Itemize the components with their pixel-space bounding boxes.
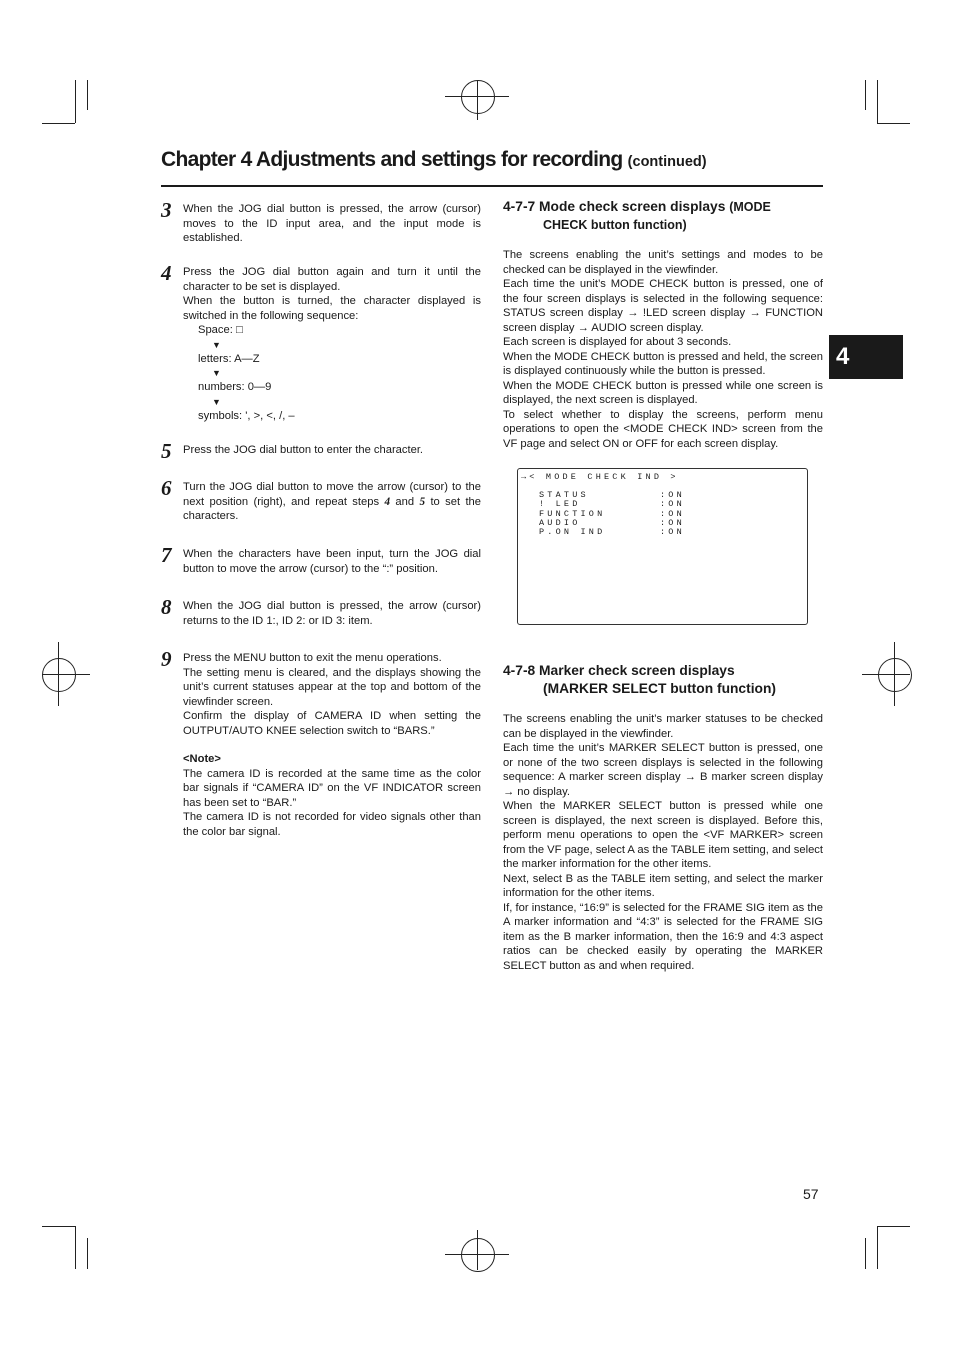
step-number: 6 bbox=[161, 476, 172, 500]
step-8 bbox=[161, 595, 481, 628]
arrow-down-icon: ▼ bbox=[212, 368, 221, 378]
step-6 bbox=[161, 476, 482, 524]
step-5 bbox=[161, 439, 481, 463]
screen-item-value: :ON bbox=[660, 490, 685, 500]
paragraph: Each screen is displayed for about 3 seconds. bbox=[503, 336, 732, 348]
step-text: The setting menu is cleared, and the displays showing the unit’s current statuses appear at the top and bottom of the viewfinder screen. bbox=[183, 666, 481, 708]
step-text: When the button is turned, the character displayed is switched in the following sequence: bbox=[183, 295, 481, 322]
paragraph: When the MODE CHECK button is pressed while one screen is displayed, the next screen is displayed. bbox=[503, 379, 823, 406]
arrow-down-icon: ▼ bbox=[212, 396, 221, 407]
sequence-item: symbols: ', >, <, /, – bbox=[198, 409, 295, 422]
arrow-down-icon: ▼ bbox=[212, 339, 221, 350]
screen-item-value: :ON bbox=[660, 518, 685, 528]
step-number: 4 bbox=[161, 261, 172, 285]
vf-mode-check-screen bbox=[517, 468, 808, 625]
paragraph: The screens enabling the unit’s marker statuses to be checked can be displayed in the viewfinder. bbox=[503, 713, 823, 740]
chapter-title bbox=[161, 148, 823, 172]
step-reference: 5 bbox=[419, 495, 426, 508]
step-number: 3 bbox=[161, 198, 172, 222]
page-number: 57 bbox=[803, 1186, 819, 1202]
paragraph: When the MARKER SELECT button is pressed while one screen is displayed, the next screen is displayed. Before this, perform menu operations to open the <VF MARKER> screen from the VF page, select A as the TABLE item setting, and select the marker information for the other items. bbox=[503, 800, 823, 870]
note-heading: <Note> bbox=[183, 753, 221, 765]
step-number: 9 bbox=[161, 647, 172, 671]
section-4-7-8-body bbox=[503, 712, 823, 973]
section-heading-4-7-8: 4-7-8 Marker check screen displays (MARKER SELECT button function) bbox=[503, 663, 776, 696]
paragraph: Next, select B as the TABLE item setting, and select the marker information for the other items. bbox=[503, 872, 823, 899]
step-text: Press the JOG dial button to enter the character. bbox=[183, 444, 424, 456]
screen-item-value: :ON bbox=[660, 499, 685, 509]
step-text: When the JOG dial button is pressed, the arrow (cursor) moves to the ID input area, and the input mode is established. bbox=[183, 203, 481, 244]
step-text: Press the MENU button to exit the menu operations. bbox=[183, 652, 442, 664]
chapter-title-text: Chapter 4 Adjustments and settings for recording bbox=[161, 148, 623, 171]
screen-item-label: ! LED bbox=[539, 499, 581, 509]
step-text: When the characters have been input, turn the JOG dial button to move the arrow (cursor) to the “:” position. bbox=[183, 548, 481, 575]
title-rule bbox=[161, 185, 823, 187]
chapter-tab bbox=[829, 335, 903, 379]
character-sequence bbox=[198, 323, 481, 423]
step-text: Turn the JOG dial button to move the arrow (cursor) to the next position (right), and repeat steps 4 and 5 to set the characters. bbox=[183, 481, 482, 522]
screen-item-label: AUDIO bbox=[539, 518, 581, 528]
step-reference: 4 bbox=[384, 495, 391, 508]
section-heading-4-7-7: 4-7-7 Mode check screen displays (MODE CHECK button function) bbox=[503, 199, 771, 232]
step-text: When the JOG dial button is pressed, the arrow (cursor) returns to the ID 1:, ID 2: or ID 3: item. bbox=[183, 600, 481, 627]
screen-header: →< MODE CHECK IND > bbox=[521, 472, 679, 482]
note-text: The camera ID is recorded at the same time as the color bar signals if “CAMERA ID” on the VF INDICATOR screen has been set to “BAR.” bbox=[183, 767, 481, 809]
step-text: Confirm the display of CAMERA ID when setting the OUTPUT/AUTO KNEE selection switch to “BARS.” bbox=[183, 710, 481, 737]
step-number: 8 bbox=[161, 595, 172, 619]
screen-item-value: :ON bbox=[660, 527, 685, 537]
step-text: Press the JOG dial button again and turn it until the character to be set is displayed. bbox=[183, 266, 481, 293]
step-number: 7 bbox=[161, 543, 172, 567]
paragraph: The screens enabling the unit’s settings and modes to be checked can be displayed in the viewfinder. bbox=[503, 249, 823, 276]
chapter-tab-label: 4 bbox=[836, 343, 850, 370]
screen-item-value: :ON bbox=[660, 509, 685, 519]
sequence-item: numbers: 0—9 bbox=[198, 381, 272, 393]
paragraph: If, for instance, “16:9” is selected for the FRAME SIG item as the A marker information and “4:3” is selected for the FRAME SIG item as the B marker information, then the 16:9 and 4:3 aspect ratios can be checked easily by operating the MARKER SELECT button as and when required. bbox=[503, 901, 823, 972]
paragraph: Each time the unit’s MODE CHECK button is pressed, one of the four screen displays is selected in the following sequence: STATUS screen display → !LED screen display → FUNCTION screen display → AUDIO screen display. bbox=[503, 278, 823, 334]
step-7 bbox=[161, 543, 481, 576]
screen-item-label: FUNCTION bbox=[539, 509, 606, 519]
step-4 bbox=[161, 261, 481, 423]
section-4-7-7-body bbox=[503, 248, 823, 451]
screen-item-label: STATUS bbox=[539, 490, 589, 500]
continued-label: (continued) bbox=[627, 154, 707, 170]
screen-item-label: P.ON IND bbox=[539, 527, 606, 537]
note-text: The camera ID is not recorded for video signals other than the color bar signal. bbox=[183, 811, 481, 838]
sequence-item: Space: □ bbox=[198, 324, 243, 336]
step-3 bbox=[161, 198, 481, 246]
sequence-item: letters: A—Z bbox=[198, 352, 260, 365]
paragraph: When the MODE CHECK button is pressed and held, the screen is displayed continuously while the button is pressed. bbox=[503, 350, 823, 377]
paragraph: Each time the unit’s MARKER SELECT button is pressed, one or none of the two screen displays is selected in the following sequence: A marker screen display → B marker screen display → no display. bbox=[503, 742, 823, 798]
step-9 bbox=[161, 647, 481, 839]
step-number: 5 bbox=[161, 439, 172, 463]
paragraph: To select whether to display the screens, perform menu operations to open the <MODE CHECK IND> screen from the VF page and select ON or OFF for each screen display. bbox=[503, 408, 823, 450]
